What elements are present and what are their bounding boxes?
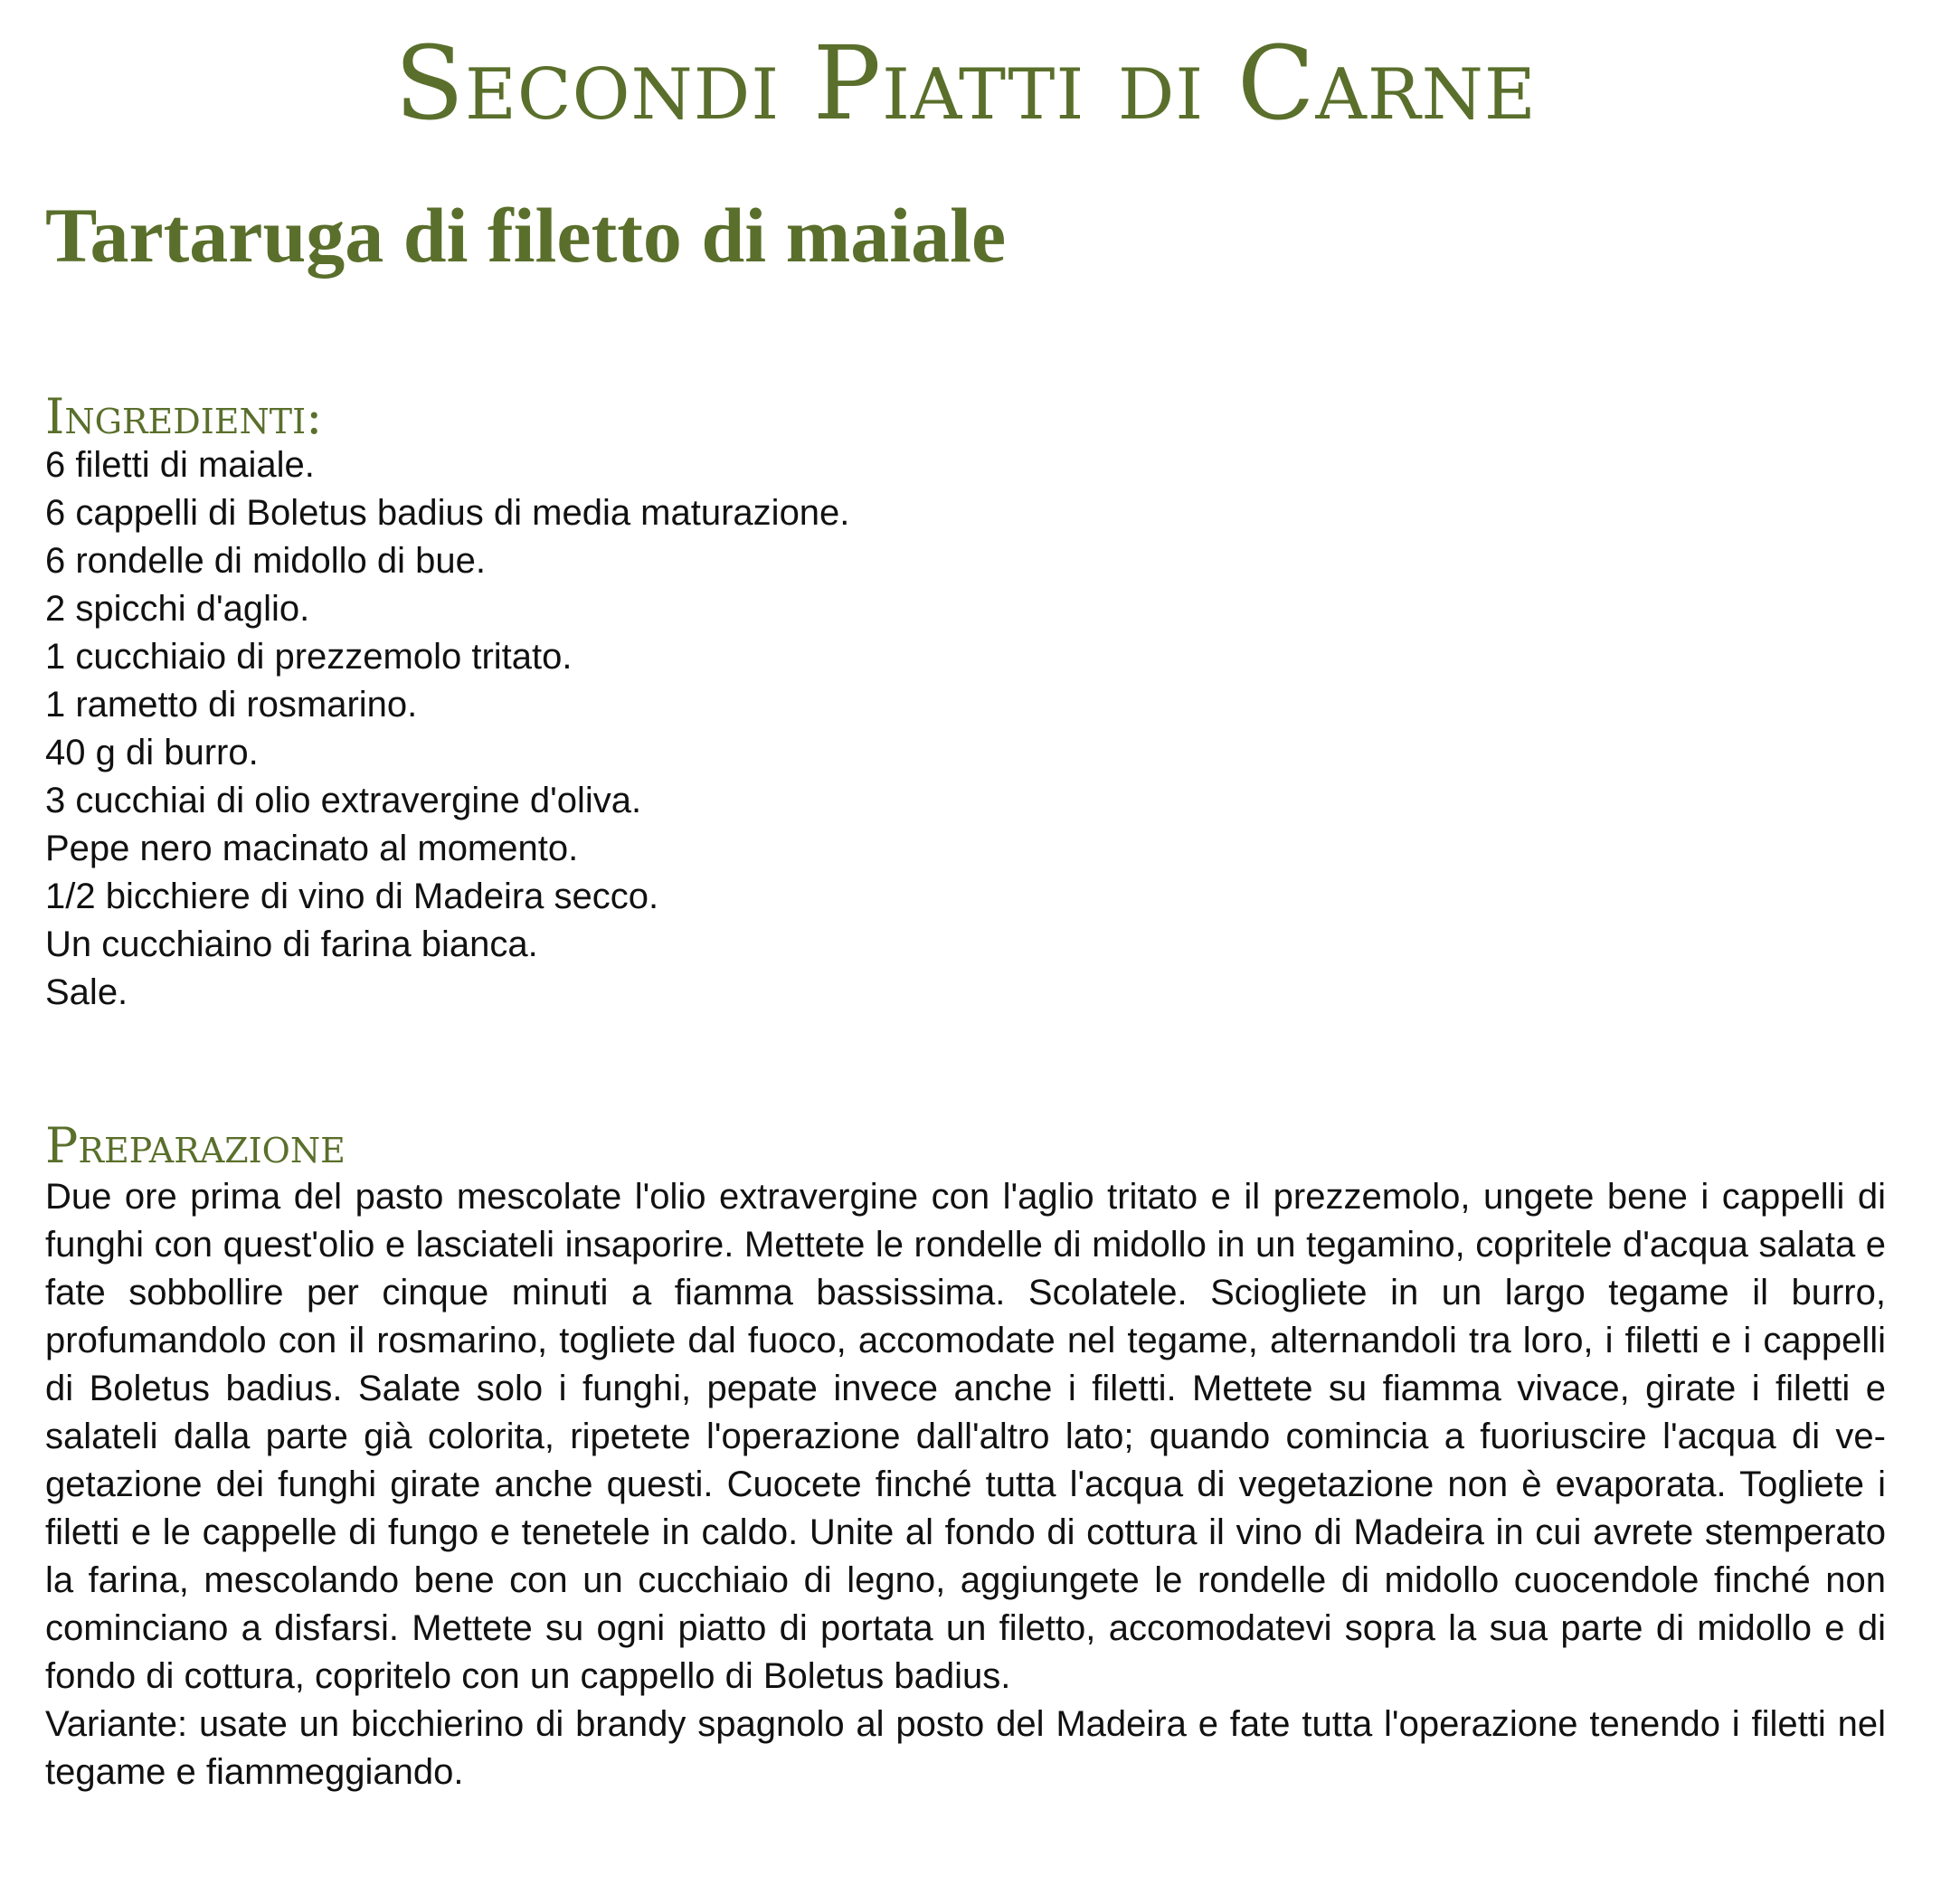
recipe-title: Tartaruga di filetto di maiale (45, 192, 1007, 279)
chapter-title: Secondi Piatti di Carne (394, 25, 1537, 143)
preparation-body (45, 1173, 1886, 1796)
ingredient-item: 40 g di burro. (45, 733, 259, 772)
variant-paragraph: Variante: usate un bicchierino di brandy spagnolo al posto del Madeira e fate tutta l'operazione tenendo i filetti nel tegame e fiammeggiando. (45, 1704, 1886, 1792)
ingredient-item: Sale. (45, 972, 128, 1012)
ingredients-list (45, 441, 849, 1017)
ingredient-item: 6 cappelli di Boletus badius di media maturazione. (45, 493, 850, 533)
ingredient-item: 2 spicchi d'aglio. (45, 589, 310, 629)
preparation-heading: Preparazione (45, 1117, 346, 1174)
ingredient-item: 6 filetti di maiale. (45, 445, 315, 485)
ingredient-item: 3 cucchiai di olio extravergine d'oliva. (45, 781, 642, 820)
ingredients-heading: Ingredienti: (45, 388, 323, 445)
ingredient-item: Pepe nero macinato al momento. (45, 829, 579, 868)
ingredient-item: 1 cucchiaio di prezzemolo tritato. (45, 637, 573, 677)
ingredient-item: 1 rametto di rosmarino. (45, 685, 418, 725)
recipe-page (45, 0, 1886, 1886)
preparation-paragraph: Due ore prima del pasto mescolate l'olio extravergine con l'aglio tritato e il prezzemolo, ungete bene i cappelli di funghi con quest'olio e lasciateli insaporire. Mettete le rondelle di midollo in un tegamino, copritele d'acqua salata e fate sobbollire per cinque minuti a fiamma bassissima. Scolatele. Sciogliete in un largo tegame il burro, profumandolo con il rosmarino, togliete dal fuoco, accomodate nel tegame, alternandoli tra loro, i filetti e i cappelli di Boletus badius. Salate solo i funghi, pepate invece anche i filetti. Mettete su fiamma vivace, girate i filetti e salateli dalla parte già colorita, ripetete l'operazione dall'altro lato; quando comincia a fuoriuscire l'acqua di vegetazione dei funghi girate anche questi. Cuocete finché tutta l'acqua di vegetazione non è evaporata. Togliete i filetti e le cappelle di fungo e tenetele in caldo. Unite al fondo di cottura il vino di Madeira in cui avrete stemperato la farina, mescolando bene con un cucchiaio di legno, aggiungete le rondelle di midollo cuocendole finché non cominciano a disfarsi. Mettete su ogni piatto di portata un filetto, accomodatevi sopra la sua parte di midollo e di fondo di cottura, copritelo con un cappello di Boletus badius. (45, 1177, 1886, 1696)
ingredient-item: 1/2 bicchiere di vino di Madeira secco. (45, 877, 659, 916)
ingredient-item: Un cucchiaino di farina bianca. (45, 924, 538, 964)
ingredient-item: 6 rondelle di midollo di bue. (45, 541, 486, 581)
